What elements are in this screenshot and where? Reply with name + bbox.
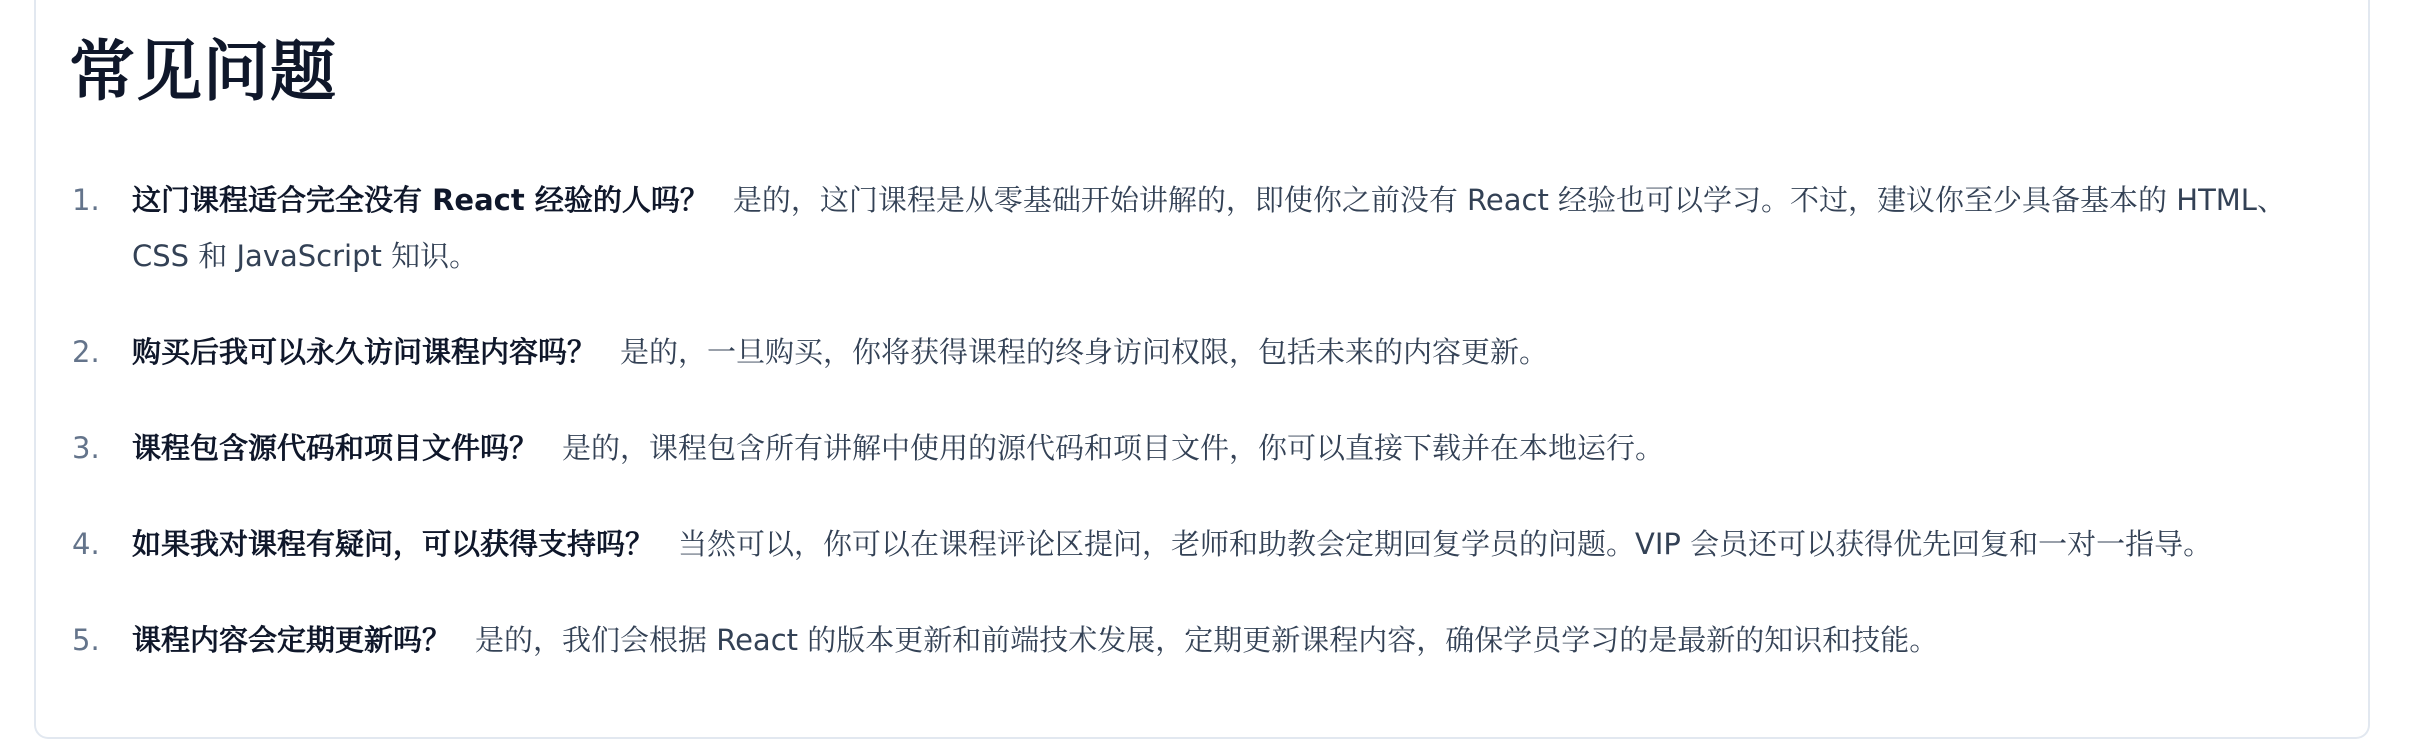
faq-question: 这门课程适合完全没有 React 经验的人吗？ bbox=[132, 183, 709, 217]
faq-item-number: 2. bbox=[72, 335, 100, 369]
faq-answer: 是的，这门课程是从零基础开始讲解的，即使你之前没有 React 经验也可以学习。不过，建议你至少具备基本的 HTML、CSS 和 JavaScript 知识。 bbox=[132, 183, 2286, 273]
faq-item-body bbox=[132, 516, 2352, 572]
faq-title: 常见问题 bbox=[69, 33, 337, 110]
faq-item-2 bbox=[72, 324, 2352, 380]
faq-item-number: 4. bbox=[72, 527, 100, 561]
faq-item-number: 1. bbox=[72, 183, 100, 217]
faq-answer: 是的，课程包含所有讲解中使用的源代码和项目文件，你可以直接下载并在本地运行。 bbox=[562, 431, 1665, 465]
faq-item-4 bbox=[72, 516, 2352, 572]
faq-list bbox=[72, 172, 2352, 708]
faq-item-number: 3. bbox=[72, 431, 100, 465]
faq-answer: 是的，一旦购买，你将获得课程的终身访问权限，包括未来的内容更新。 bbox=[620, 335, 1549, 369]
faq-question: 如果我对课程有疑问，可以获得支持吗？ bbox=[132, 527, 655, 561]
faq-answer: 当然可以，你可以在课程评论区提问，老师和助教会定期回复学员的问题。VIP 会员还可以获得优先回复和一对一指导。 bbox=[678, 527, 2213, 561]
faq-item-body bbox=[132, 324, 2352, 380]
faq-item-3 bbox=[72, 420, 2352, 476]
faq-question: 课程包含源代码和项目文件吗？ bbox=[132, 431, 539, 465]
faq-question: 课程内容会定期更新吗？ bbox=[132, 623, 452, 657]
faq-item-body bbox=[132, 172, 2352, 284]
faq-answer: 是的，我们会根据 React 的版本更新和前端技术发展，定期更新课程内容，确保学员学习的是最新的知识和技能。 bbox=[475, 623, 1939, 657]
faq-item-body bbox=[132, 420, 2352, 476]
faq-item-body bbox=[132, 612, 2352, 668]
faq-item-number: 5. bbox=[72, 623, 100, 657]
faq-item-5 bbox=[72, 612, 2352, 668]
faq-question: 购买后我可以永久访问课程内容吗？ bbox=[132, 335, 597, 369]
faq-item-1 bbox=[72, 172, 2352, 284]
